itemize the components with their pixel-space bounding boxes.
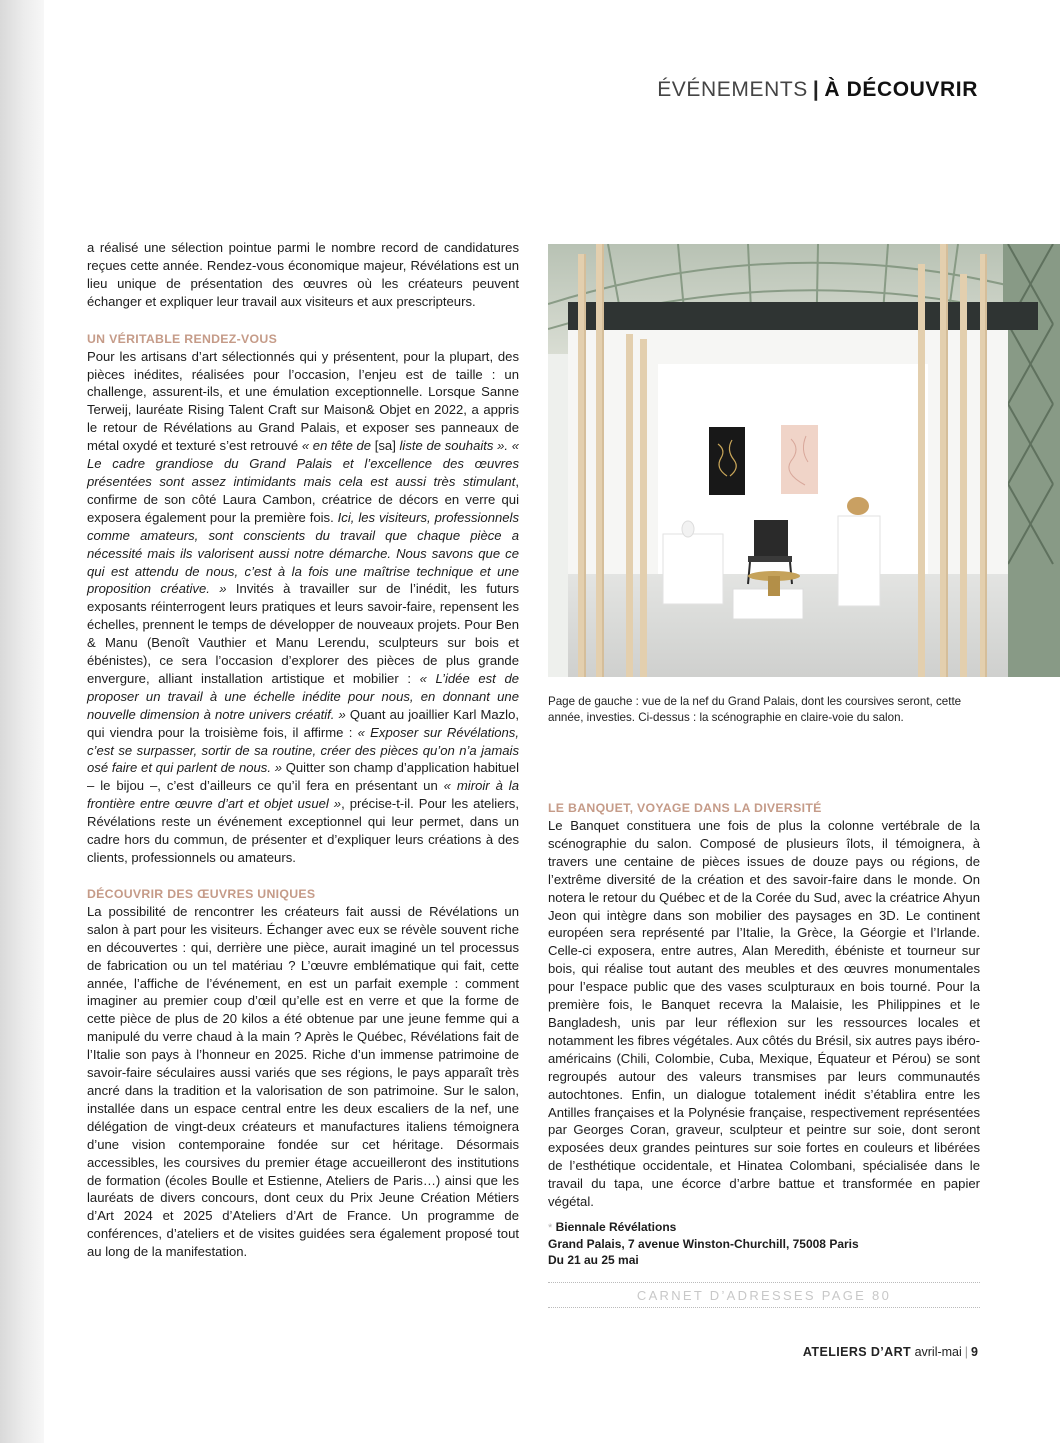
header-separator: | (812, 78, 820, 101)
text-run: Pour les artisans d’art sélectionnés qui y présentent, pour la plupart, des pièces inédites, réalisées pour l’occasion, l’enjeu est de taille : un challenge, assurent-ils, et une émulation exceptionnelle. Lorsque Sanne Terweij, lauréate Rising Talent Craft sur Maison& Objet en 2022, a appris le retour de Révélations au Grand Palais, et exposer ses panneaux de métal oxydé et texturé s’est retrouvé (87, 348, 519, 454)
section2-paragraph: La possibilité de rencontrer les créateurs fait aussi de Révélations un salon à part pour les visiteurs. Échanger avec eux se révèle souvent riche en découvertes : qui, derrière une pièce, aurait imaginé un tel processus de fabrication ou un tel matériau ? L’œuvre emblématique qui fait, cette année, l’affiche de l’événement, en est un parfait exemple : comment imaginer au premier coup d’œil qu’elle est en verre et que la forme de cette pièce de plus de 20 kilos a été obtenue par une jeune femme qui a manipulé du verre chaud à la main ? Après le Québec, Révélations fait de l’Italie son pays à l’honneur en 2025. Riche d’un immense patrimoine de savoir-faire séculaires aussi variés que ses régions, le pays apparaît très ancré dans la tradition et la valorisation de son patrimoine. Sur le salon, installée dans un espace central entre les deux escaliers de la nef, une délégation de vingt-deux créateurs et manufactures italiens témoignera d’une vision contemporaine fondée sur cet héritage. Désormais accessibles, les coursives du premier étage accueilleront des institutions de formation (écoles Boulle et Estienne, Ateliers de Paris…) ainsi que les lauréats de divers concours, dont ceux du Prix Jeune Création Métiers d’Art 2024 et 2025 d’Ateliers d’Art de France. Un programme de conférences, d’ateliers et de visites guidées sera également proposé tout au long de la manifestation. (87, 903, 519, 1260)
quote-run: « L’idée est de proposer un travail à une échelle inédite pour nous, en donnant une nouvelle dimension à notre univers créatif. » (87, 670, 520, 722)
event-info (548, 1219, 980, 1268)
footer-separator: | (964, 1345, 969, 1359)
subhead-rendez-vous: UN VÉRITABLE RENDEZ-VOUS (87, 331, 278, 346)
quote-run: Ici, les visiteurs, professionnels comme amateurs, sont conscients du travail que chaque pièce a nécessité mais ils valorisent aussi notre démarche. Nous savons que ce qui est attendu de nous, c’est à la fois une maîtrise technique et une proposition créative. » (87, 509, 519, 597)
photo-caption: Page de gauche : vue de la nef du Grand Palais, dont les coursives seront, cette année, investies. Ci-dessus : la scénographie en claire-voie du salon. (548, 695, 962, 724)
quote-run: « Exposer sur Révélations, c’est se surpasser, sortir de sa routine, créer des pièces qu’on n’a jamais osé faire et qui parlent de nous. » (87, 724, 519, 776)
section-header (657, 78, 978, 102)
footer-magazine: ATELIERS D’ART (802, 1345, 912, 1359)
quote-run: « miroir à la frontière entre œuvre d’art et objet usuel » (87, 778, 519, 812)
intro-paragraph: a réalisé une sélection pointue parmi le nombre record de candidatures reçues cette année. Rendez-vous économique majeur, Révélations est un lieu unique de présentation des œuvres où les créateurs peuvent échanger et expliquer leur travail aux visiteurs et aux prescripteurs. (87, 240, 519, 309)
address-book-reference: CARNET D’ADRESSES PAGE 80 (548, 1282, 980, 1308)
section3-paragraph: Le Banquet constituera une fois de plus la colonne vertébrale de la scénographie du salon. Composé de plusieurs îlots, il témoignera, à travers une centaine de pièces issues de douze pays ou régions, de l’extrême diversité de la création et des savoir-faire dans le monde. On notera le retour du Québec et de la Corée du Sud, avec la créatrice Ahyun Jeon qui intègre dans son mobilier des paysages en 3D. Le continent européen sera représenté par l’Italie, la Grèce, la Géorgie et l’Irlande. Celle-ci exposera, entre autres, Alan Meredith, ébéniste et tourneur sur bois, qui réalise tout autant des meubles et des œuvres monumentales pour l’espace public que des vases sculpturaux en bois tourné. Pour la première fois, le Banquet recevra la Malaisie, les Philippines et le Bangladesh, unis par leur réflexion sur les ressources locales et notamment les fibres végétales. Aux côtés du Brésil, six autres pays ibéro-américains (Chili, Colombie, Cuba, Mexique, Équateur et Pérou) se sont regroupés autour des valeurs transmises par leurs communautés autochtones. Enfin, un dialogue totalement inédit s’établira entre les Antilles françaises et la Polynésie française, respectivement représentées par Georges Coran, graveur, sculpteur et peintre sur soie, dont seront exposées deux grandes peintures sur soie fortes en couleurs et libérées de l’esthétique occidentale, et Hinatea Colombani, spécialisée dans le travail du tapa, une écorce d’arbre battue et transformée en papier végétal. (548, 818, 980, 1210)
quote-run: « Le cadre grandiose du Grand Palais et l’excellence des œuvres présentées sont assez intimidants mais cela est aussi très stimulant (87, 438, 520, 489)
info-title: Biennale Révélations (555, 1219, 677, 1234)
section1-paragraph (87, 348, 519, 867)
text-run: , précise-t-il. Pour les ateliers, Révélations reste un événement exceptionnel qui leur permet, dans un cadre hors du commun, de présenter et d’expliquer leurs créations à des clients, professionnels ou amateurs. (87, 796, 519, 865)
text-run: , confirme de son côté Laura Cambon, créatrice de décors en verre qui exposera également pour la première fois. (87, 473, 519, 525)
photo-illustration (548, 244, 1060, 677)
page-number: 9 (971, 1345, 978, 1359)
text-run: [sa] (374, 438, 396, 454)
text-run: Quitter son champ d’application habituel – le bijou –, c’est d’ailleurs ce qu’il fera en présentant un (87, 760, 519, 794)
left-column (87, 239, 519, 1261)
header-section: ÉVÉNEMENTS (657, 78, 808, 101)
page-binding-shadow (0, 0, 44, 1443)
right-column (548, 800, 980, 1308)
quote-run: liste de souhaits ». (395, 438, 509, 454)
page-footer (803, 1345, 978, 1359)
exhibition-photo (548, 244, 1060, 677)
text-run: Quant au joaillier Karl Mazlo, qui viendra pour la troisième fois, il affirme : (87, 706, 520, 740)
info-address: Grand Palais, 7 avenue Winston-Churchill, 75008 Paris (548, 1236, 859, 1251)
quote-run: « en tête de (301, 438, 375, 454)
info-star: * (548, 1221, 553, 1234)
header-topic: À DÉCOUVRIR (824, 78, 978, 101)
info-dates: Du 21 au 25 mai (548, 1252, 639, 1267)
subhead-oeuvres-uniques: DÉCOUVRIR DES ŒUVRES UNIQUES (87, 886, 316, 901)
footer-issue: avril-mai (914, 1345, 962, 1359)
subhead-banquet: LE BANQUET, VOYAGE DANS LA DIVERSITÉ (548, 801, 822, 815)
text-run: Invités à travailler sur de l’inédit, les futurs exposants réinterrogent leurs pratiques et leurs savoir-faire, repensent les échelles, prennent le temps de développer de nouveaux projets. Pour Ben & Manu (Benoît Vauthier et Manu Lerendu, sculpteurs sur bois et ébénistes), ce sera l’occasion d’explorer des pièces de plus grande envergure, alliant installation artistique et mobilier : (87, 581, 519, 686)
